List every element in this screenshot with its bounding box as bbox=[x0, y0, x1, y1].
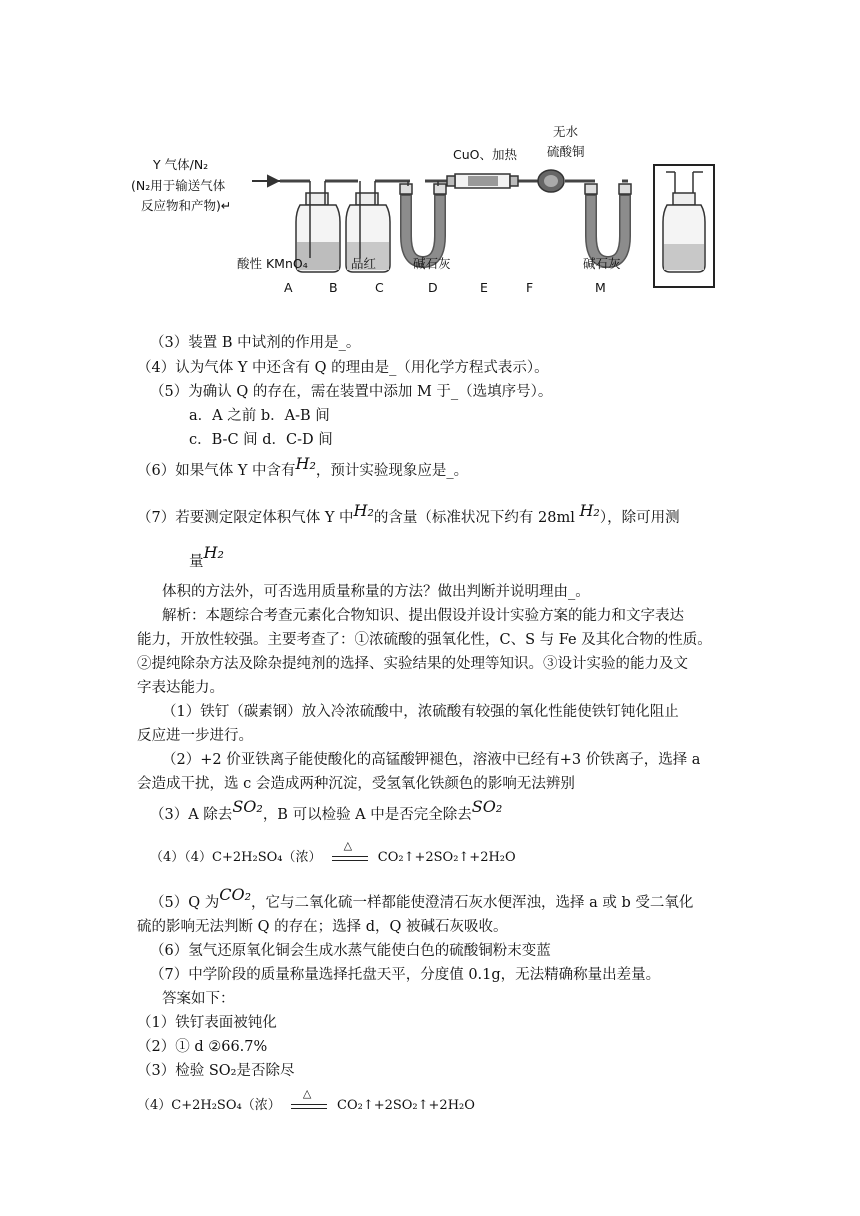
answer-4-equation bbox=[137, 1087, 475, 1113]
ans4-text-pre: （4）C+2H₂SO₄（浓） bbox=[137, 1098, 281, 1113]
a4-text-post: CO₂↑+2SO₂↑+2H₂O bbox=[377, 850, 516, 865]
answer-1: （1）铁钉表面被钝化 bbox=[137, 1015, 277, 1031]
u-tube-d bbox=[400, 181, 446, 262]
label-cuo: CuO、加热 bbox=[453, 147, 517, 162]
answer-3: （3）检验 SO₂是否除尽 bbox=[137, 1063, 295, 1079]
question-5-options-2: c．B-C 间 d．C-D 间 bbox=[189, 432, 333, 448]
question-5: （5）为确认 Q 的存在，需在装置中添加 M 于_（选填序号）。 bbox=[150, 384, 553, 400]
explain-2-line-2: 会造成干扰，选 c 会造成两种沉淀，受氢氧化铁颜色的影响无法辨别 bbox=[137, 776, 575, 792]
co2-formula: CO₂ bbox=[219, 885, 252, 904]
letter-m: M bbox=[595, 280, 606, 295]
label-anhydrous-1: 无水 bbox=[553, 124, 579, 139]
analysis-line-1: 解析：本题综合考查元素化合物知识、提出假设并设计实验方案的能力和文字表达 bbox=[162, 608, 684, 624]
inlet-label-2: (N₂用于输送气体 bbox=[131, 178, 226, 193]
cuo-tube bbox=[447, 174, 518, 188]
q7-text-mid: 的含量（标准状况下约有 28ml bbox=[373, 510, 575, 526]
analysis-line-3: ②提纯除杂方法及除杂提纯剂的选择、实验结果的处理等知识。③设计实验的能力及文 bbox=[137, 656, 688, 672]
heating-condition bbox=[332, 839, 368, 861]
question-7 bbox=[137, 501, 680, 527]
drying-bulb bbox=[538, 170, 564, 192]
a4-text-pre: （4）（4）C+2H₂SO₄（浓） bbox=[150, 850, 322, 865]
question-6 bbox=[137, 454, 469, 480]
ans4-text-post: CO₂↑+2SO₂↑+2H₂O bbox=[337, 1098, 475, 1113]
question-4: （4）认为气体 Y 中还含有 Q 的理由是_（用化学方程式表示）。 bbox=[137, 360, 549, 376]
h2-formula: H₂ bbox=[579, 501, 600, 520]
explain-3 bbox=[150, 797, 503, 824]
a5-text-pre: （5）Q 为 bbox=[150, 895, 220, 911]
letter-f: F bbox=[526, 280, 534, 295]
a3-text-mid: ，B 可以检验 A 中是否完全除去 bbox=[262, 807, 472, 823]
explain-4-equation bbox=[150, 839, 516, 865]
q7-text-pre: （7）若要测定限定体积气体 Y 中 bbox=[137, 510, 354, 526]
boxed-bottle bbox=[654, 165, 714, 287]
h2-formula: H₂ bbox=[295, 454, 316, 473]
explain-1-line-1: （1）铁钉（碳素钢）放入冷浓硫酸中，浓硫酸有较强的氧化性能使铁钉钝化阻止 bbox=[162, 704, 679, 720]
inlet-label-3: 反应物和产物)↵ bbox=[141, 198, 232, 213]
label-kmno4: 酸性 KMnO₄ bbox=[237, 256, 308, 271]
delta-icon: △ bbox=[302, 1087, 312, 1100]
letter-b: B bbox=[329, 280, 338, 295]
h2-formula: H₂ bbox=[203, 543, 224, 562]
heating-condition bbox=[291, 1087, 327, 1109]
u-tube-m bbox=[585, 184, 631, 262]
q7-text-post: ），除可用测 bbox=[599, 510, 680, 526]
explain-2-line-1: （2）+2 价亚铁离子能使酸化的高锰酸钾褪色，溶液中已经有+3 价铁离子，选择 a bbox=[162, 752, 701, 768]
letter-c: C bbox=[375, 280, 384, 295]
explain-5-line-2: 硫的影响无法判断 Q 的存在；选择 d，Q 被碱石灰吸收。 bbox=[137, 919, 508, 935]
explain-1-line-2: 反应进一步进行。 bbox=[137, 728, 253, 744]
label-pinhong: 品红 bbox=[351, 256, 377, 271]
explain-6: （6）氢气还原氧化铜会生成水蒸气能使白色的硫酸铜粉末变蓝 bbox=[150, 943, 551, 959]
question-7-measure bbox=[189, 543, 224, 571]
h2-formula: H₂ bbox=[353, 501, 374, 520]
equals-bar bbox=[332, 856, 368, 861]
question-7-line2: 体积的方法外，可否选用质量称量的方法？做出判断并说明理由_。 bbox=[162, 584, 590, 600]
letter-d: D bbox=[428, 280, 438, 295]
delta-icon: △ bbox=[343, 839, 353, 852]
answer-2: （2）① d ②66.7% bbox=[137, 1039, 268, 1055]
question-3: （3）装置 B 中试剂的作用是_。 bbox=[150, 335, 361, 351]
q6-text-pre: （6）如果气体 Y 中含有 bbox=[137, 463, 296, 479]
analysis-line-4: 字表达能力。 bbox=[137, 680, 224, 696]
question-5-options-1: a．A 之前 b．A-B 间 bbox=[189, 408, 330, 424]
label-soda-lime-2: 碱石灰 bbox=[583, 256, 621, 271]
analysis-line-2: 能力，开放性较强。主要考查了：①浓硫酸的强氧化性，C、S 与 Fe 及其化合物的性质。 bbox=[137, 632, 712, 648]
equals-bar bbox=[291, 1104, 327, 1109]
explain-5 bbox=[150, 885, 694, 912]
so2-formula: SO₂ bbox=[471, 797, 503, 816]
inlet-label-1: Y 气体/N₂ bbox=[153, 157, 209, 172]
a3-text-pre: （3）A 除去 bbox=[150, 807, 233, 823]
letter-a: A bbox=[284, 280, 293, 295]
a5-text-post: ，它与二氧化硫一样都能使澄清石灰水便浑浊，选择 a 或 b 受二氧化 bbox=[251, 895, 694, 911]
letter-e: E bbox=[480, 280, 488, 295]
label-anhydrous-2: 硫酸铜 bbox=[547, 144, 585, 159]
answer-title: 答案如下： bbox=[162, 991, 235, 1007]
q7-liang: 量 bbox=[189, 554, 204, 570]
explain-7: （7）中学阶段的质量称量选择托盘天平，分度值 0.1g，无法精确称量出差量。 bbox=[150, 967, 661, 983]
q6-text-post: ，预计实验现象应是_。 bbox=[315, 463, 469, 479]
so2-formula: SO₂ bbox=[232, 797, 263, 816]
label-soda-lime-1: 碱石灰 bbox=[413, 256, 451, 271]
